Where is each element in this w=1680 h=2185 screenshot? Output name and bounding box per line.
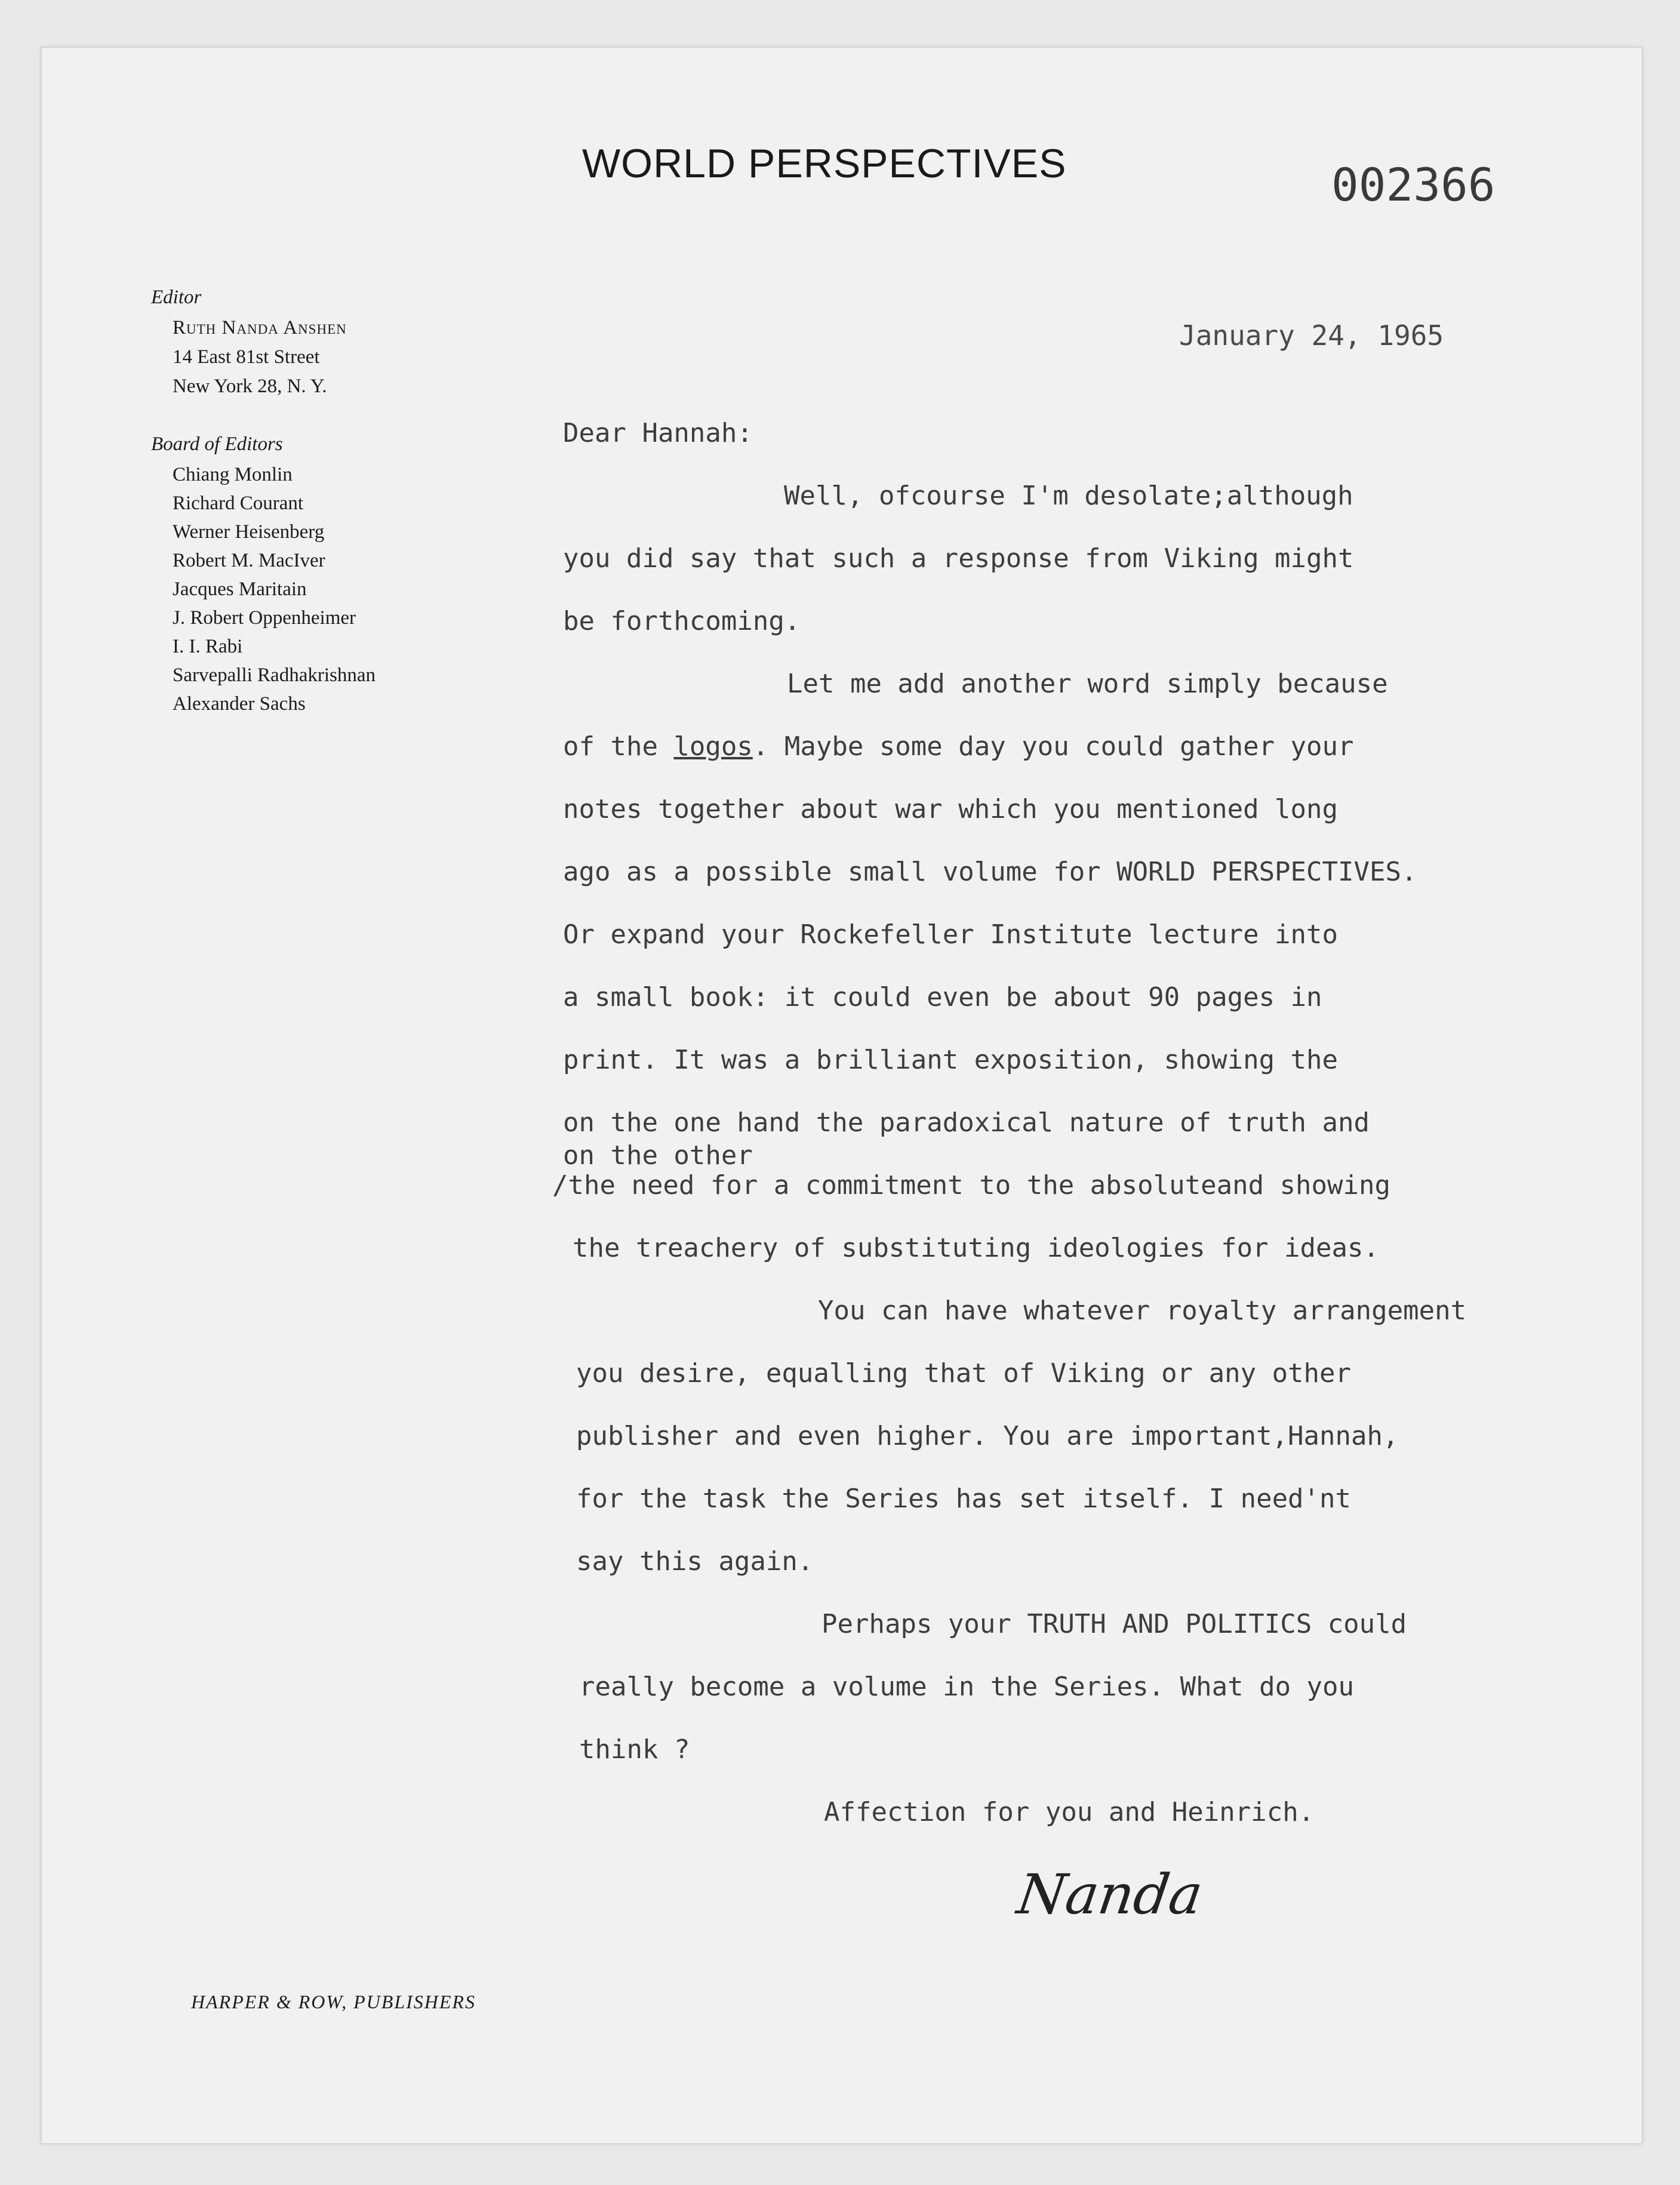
body-line: print. It was a brilliant exposition, showing the bbox=[563, 1045, 1339, 1075]
document-number: 002366 bbox=[1331, 158, 1496, 211]
underlined-word: logos bbox=[673, 731, 753, 762]
board-member: I. I. Rabi bbox=[173, 636, 243, 657]
body-line: notes together about war which you mentioned long bbox=[563, 794, 1339, 824]
body-line: Well, ofcourse I'm desolate;although bbox=[784, 481, 1353, 511]
board-member: Richard Courant bbox=[173, 493, 304, 514]
board-members-list bbox=[151, 464, 485, 715]
board-member: Werner Heisenberg bbox=[173, 521, 325, 543]
body-text-run: . Maybe some day you could gather your bbox=[752, 731, 1354, 762]
body-line: say this again. bbox=[576, 1546, 814, 1577]
body-line: Perhaps your TRUTH AND POLITICS could bbox=[821, 1609, 1407, 1639]
board-member: Chiang Monlin bbox=[173, 464, 293, 485]
body-line: think ? bbox=[579, 1734, 690, 1765]
editor-name: Ruth Nanda Anshen bbox=[173, 317, 347, 338]
body-text-run: of the bbox=[563, 731, 674, 762]
letterhead-title: WORLD PERSPECTIVES bbox=[582, 141, 1067, 186]
body-line: be forthcoming. bbox=[563, 606, 801, 636]
board-member: Robert M. MacIver bbox=[173, 550, 325, 571]
body-line-insertion: on the other bbox=[563, 1140, 753, 1171]
body-line: the treachery of substituting ideologies for ideas. bbox=[573, 1233, 1380, 1263]
body-line: you did say that such a response from Viking might bbox=[563, 543, 1354, 574]
body-line: Or expand your Rockefeller Institute lecture into bbox=[563, 919, 1339, 950]
board-member: J. Robert Oppenheimer bbox=[173, 607, 356, 629]
board-member: Alexander Sachs bbox=[173, 693, 306, 715]
board-member: Jacques Maritain bbox=[173, 578, 307, 600]
publisher-footer: HARPER & ROW, PUBLISHERS bbox=[191, 1991, 476, 2012]
letter-date: January 24, 1965 bbox=[1179, 319, 1444, 352]
body-line: publisher and even higher. You are important,Hannah, bbox=[576, 1421, 1399, 1451]
editor-address-line1: 14 East 81st Street bbox=[173, 346, 320, 368]
handwritten-signature: Nanda bbox=[1013, 1863, 1207, 1927]
board-heading: Board of Editors bbox=[151, 433, 283, 455]
body-line: You can have whatever royalty arrangement bbox=[818, 1295, 1467, 1326]
body-line: you desire, equalling that of Viking or any other bbox=[576, 1358, 1352, 1389]
body-line: for the task the Series has set itself. I need'nt bbox=[576, 1484, 1352, 1514]
closing-line: Affection for you and Heinrich. bbox=[824, 1797, 1315, 1827]
body-line: ago as a possible small volume for WORLD PERSPECTIVES. bbox=[563, 857, 1417, 887]
body-line: a small book: it could even be about 90 pages in bbox=[563, 982, 1322, 1013]
body-line: Let me add another word simply because bbox=[787, 669, 1388, 699]
body-line: really become a volume in the Series. What do you bbox=[579, 1672, 1355, 1702]
letterhead-sidebar bbox=[151, 287, 485, 722]
editor-address-line2: New York 28, N. Y. bbox=[173, 376, 327, 397]
sidebar-spacer bbox=[151, 405, 485, 433]
board-member: Sarvepalli Radhakrishnan bbox=[173, 664, 376, 686]
body-line: /the need for a commitment to the absoluteand showing bbox=[552, 1170, 1390, 1201]
body-line: on the one hand the paradoxical nature of truth and bbox=[563, 1107, 1370, 1138]
body-line-with-underline bbox=[563, 731, 1354, 762]
salutation: Dear Hannah: bbox=[563, 418, 753, 448]
editor-heading: Editor bbox=[151, 287, 202, 308]
